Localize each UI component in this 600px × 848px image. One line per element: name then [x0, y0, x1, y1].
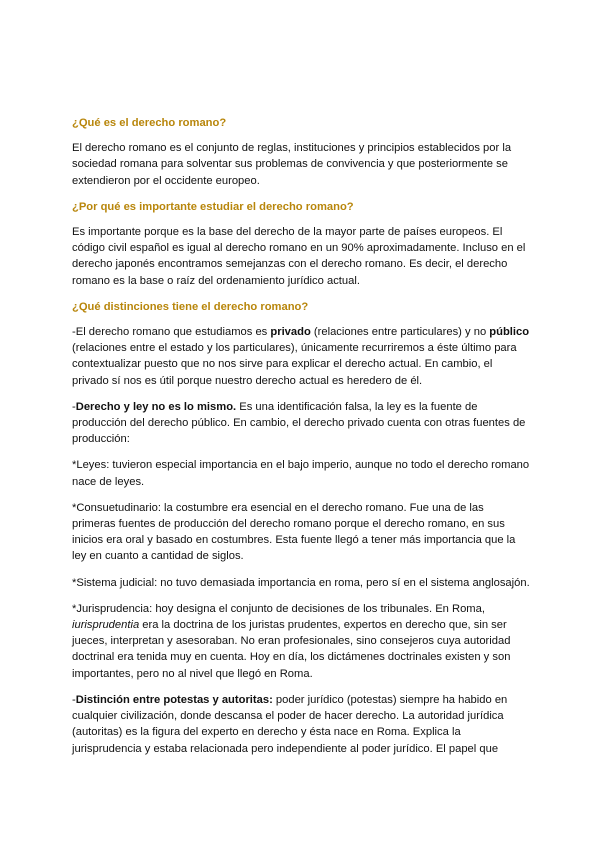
section-heading-distinctions: ¿Qué distinciones tiene el derecho romano? — [72, 300, 309, 313]
bold-term-privado: privado — [270, 326, 311, 339]
text-run: - — [72, 693, 76, 706]
bold-term-publico: público — [489, 326, 530, 339]
paragraph-private-public — [72, 324, 530, 389]
paragraph-derecho-ley — [72, 399, 530, 448]
text-run: poder jurídico (potestas) siempre ha habido en cualquier civilización, donde descansa el poder de hacer derecho. La autoridad jurídica (autoritas) es la figura del experto en derecho y ésta nace en Roma. Explica la jurisprudencia y estaba relacionada pero independiente al poder jurídico. El papel que — [72, 693, 508, 755]
paragraph-jurisprudencia — [72, 601, 530, 682]
paragraph-sistema-judicial: *Sistema judicial: no tuvo demasiada importancia en roma, pero sí en el sistema anglosajón. — [72, 576, 530, 589]
text-run: - — [72, 400, 76, 413]
text-run: -El derecho romano que estudiamos es — [72, 326, 271, 339]
italic-term-iurisprudentia: iurisprudentia — [72, 619, 140, 632]
paragraph-definition: El derecho romano es el conjunto de reglas, instituciones y principios establecidos por la sociedad romana para solventar sus problemas de convivencia y que posteriormente se extendieron por el occidente europeo. — [72, 142, 512, 187]
text-run: Es una identificación falsa, la ley es la fuente de producción del derecho público. En cambio, el derecho privado cuenta con otras fuentes de producción: — [72, 400, 526, 446]
bold-term-potestas-autoritas: Distinción entre potestas y autoritas: — [75, 693, 273, 706]
text-run: (relaciones entre el estado y los particulares), únicamente recurriremos a éste último para contextualizar puesto que no nos sirve para explicar el derecho actual. En cambio, el privado sí nos es útil porque nuestro derecho actual es heredero de él. — [72, 342, 517, 387]
document-body — [72, 115, 530, 757]
paragraph-importance: Es importante porque es la base del derecho de la mayor parte de países europeos. El código civil español es igual al derecho romano en un 90% aproximadamente. Incluso en el derecho japonés encontramos semejanzas con el derecho romano. Es decir, el derecho romano es la base o raíz del ordenamiento jurídico actual. — [72, 226, 526, 287]
text-run: era la doctrina de los juristas prudentes, expertos en derecho que, sin ser jueces, interpretan y asesoraban. No eran profesionales, sino consejeros cuya autoridad doctrinal era tenida muy en cuenta. Hoy en día, los dictámenes doctrinales existen y son importantes, pero no al nivel que llegó en Roma. — [72, 619, 511, 680]
section-heading-what-is: ¿Qué es el derecho romano? — [72, 117, 227, 129]
bold-term-derecho-ley: Derecho y ley no es lo mismo. — [75, 400, 237, 413]
paragraph-consuetudinario: *Consuetudinario: la costumbre era esencial en el derecho romano. Fue una de las primeras fuentes de producción del derecho romano porque el derecho romano, en sus inicios era oral y basado en costumbres. Esta fuente llegó a tener más importancia que la ley en cuanto a cantidad de siglos. — [72, 501, 516, 563]
text-run: (relaciones entre particulares) y no — [310, 326, 490, 339]
section-heading-why-important: ¿Por qué es importante estudiar el derecho romano? — [72, 200, 354, 213]
text-run: *Jurisprudencia: hoy designa el conjunto de decisiones de los tribunales. En Roma, — [72, 602, 485, 615]
paragraph-potestas-autoritas — [72, 692, 530, 757]
paragraph-leyes: *Leyes: tuvieron especial importancia en el bajo imperio, aunque no todo el derecho romano nace de leyes. — [72, 459, 530, 488]
